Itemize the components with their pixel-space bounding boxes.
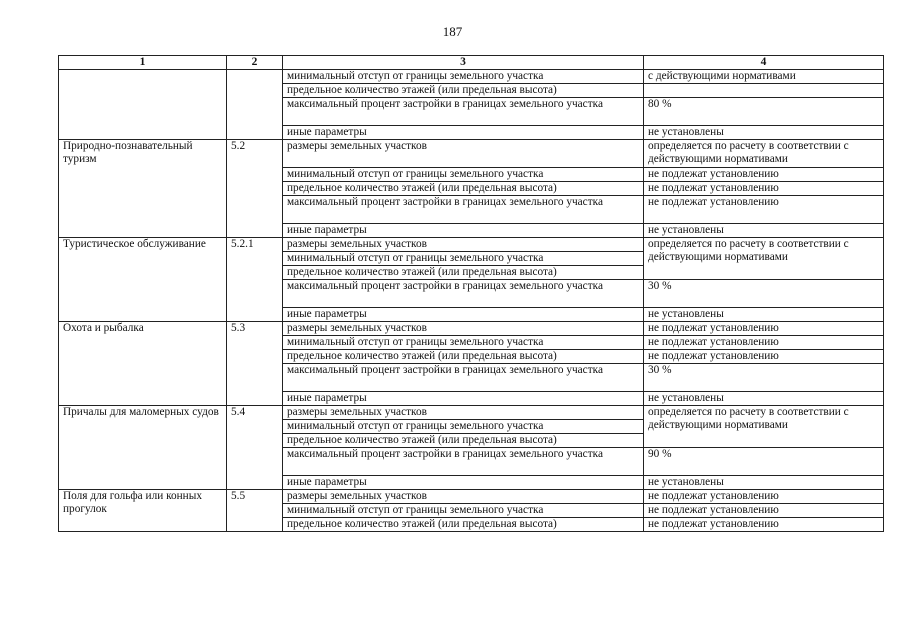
param-sizes: размеры земельных участков bbox=[283, 490, 644, 504]
header-col-1: 1 bbox=[59, 56, 227, 70]
group-code: 5.3 bbox=[227, 322, 283, 406]
value-cell: 30 % bbox=[644, 364, 884, 392]
value-cell: определяется по расчету в соответствии с действующими нормативами bbox=[644, 140, 884, 168]
param-floors: предельное количество этажей (или предельная высота) bbox=[283, 182, 644, 196]
value-cell: не подлежат установлению bbox=[644, 490, 884, 504]
value-cell: определяется по расчету в соответствии с действующими нормативами bbox=[644, 406, 884, 448]
param-floors: предельное количество этажей (или предельная высота) bbox=[283, 350, 644, 364]
table-row bbox=[59, 406, 884, 420]
group-name: Охота и рыбалка bbox=[59, 322, 227, 406]
table-row bbox=[59, 140, 884, 168]
table-row bbox=[59, 238, 884, 252]
param-sizes: размеры земельных участков bbox=[283, 322, 644, 336]
param-floors: предельное количество этажей (или предельная высота) bbox=[283, 266, 644, 280]
group-code bbox=[227, 70, 283, 140]
param-setback: минимальный отступ от границы земельного участка bbox=[283, 420, 644, 434]
group-code: 5.4 bbox=[227, 406, 283, 490]
param-other: иные параметры bbox=[283, 224, 644, 238]
value-cell: не подлежат установлению bbox=[644, 504, 884, 518]
value-cell: не подлежат установлению bbox=[644, 196, 884, 224]
table-row bbox=[59, 70, 884, 84]
value-cell: не установлены bbox=[644, 126, 884, 140]
param-floors: предельное количество этажей (или предельная высота) bbox=[283, 84, 644, 98]
value-cell: не подлежат установлению bbox=[644, 518, 884, 532]
value-cell: 90 % bbox=[644, 448, 884, 476]
param-floors: предельное количество этажей (или предельная высота) bbox=[283, 518, 644, 532]
group-code: 5.2.1 bbox=[227, 238, 283, 322]
page-number: 187 bbox=[442, 24, 463, 39]
value-cell: не установлены bbox=[644, 308, 884, 322]
value-cell: не установлены bbox=[644, 392, 884, 406]
header-row bbox=[59, 56, 884, 70]
land-use-parameters-table bbox=[58, 55, 884, 532]
param-sizes: размеры земельных участков bbox=[283, 406, 644, 420]
param-other: иные параметры bbox=[283, 308, 644, 322]
value-cell: не подлежат установлению bbox=[644, 182, 884, 196]
param-setback: минимальный отступ от границы земельного участка bbox=[283, 504, 644, 518]
param-sizes: размеры земельных участков bbox=[283, 238, 644, 252]
value-cell: не подлежат установлению bbox=[644, 350, 884, 364]
param-setback: минимальный отступ от границы земельного участка bbox=[283, 168, 644, 182]
header-col-2: 2 bbox=[227, 56, 283, 70]
value-cell: не подлежат установлению bbox=[644, 168, 884, 182]
table-row bbox=[59, 322, 884, 336]
param-coverage: максимальный процент застройки в границах земельного участка bbox=[283, 196, 644, 224]
group-name bbox=[59, 70, 227, 140]
value-cell: 30 % bbox=[644, 280, 884, 308]
param-other: иные параметры bbox=[283, 126, 644, 140]
group-name: Поля для гольфа или конных прогулок bbox=[59, 490, 227, 532]
param-setback: минимальный отступ от границы земельного участка bbox=[283, 336, 644, 350]
value-cell: 80 % bbox=[644, 98, 884, 126]
value-cell: с действующими нормативами bbox=[644, 70, 884, 84]
header-col-3: 3 bbox=[283, 56, 644, 70]
header-col-4: 4 bbox=[644, 56, 884, 70]
value-cell: не установлены bbox=[644, 476, 884, 490]
value-cell: определяется по расчету в соответствии с действующими нормативами bbox=[644, 238, 884, 280]
param-floors: предельное количество этажей (или предельная высота) bbox=[283, 434, 644, 448]
param-coverage: максимальный процент застройки в границах земельного участка bbox=[283, 280, 644, 308]
value-cell: не подлежат установлению bbox=[644, 322, 884, 336]
param-setback: минимальный отступ от границы земельного участка bbox=[283, 70, 644, 84]
param-other: иные параметры bbox=[283, 392, 644, 406]
value-cell: не установлены bbox=[644, 224, 884, 238]
group-name: Причалы для маломерных судов bbox=[59, 406, 227, 490]
group-name: Туристическое обслуживание bbox=[59, 238, 227, 322]
param-other: иные параметры bbox=[283, 476, 644, 490]
value-cell: не подлежат установлению bbox=[644, 336, 884, 350]
group-code: 5.2 bbox=[227, 140, 283, 238]
group-name: Природно-познавательный туризм bbox=[59, 140, 227, 238]
table-row bbox=[59, 490, 884, 504]
param-coverage: максимальный процент застройки в границах земельного участка bbox=[283, 98, 644, 126]
value-cell bbox=[644, 84, 884, 98]
param-coverage: максимальный процент застройки в границах земельного участка bbox=[283, 448, 644, 476]
group-code: 5.5 bbox=[227, 490, 283, 532]
param-sizes: размеры земельных участков bbox=[283, 140, 644, 168]
param-setback: минимальный отступ от границы земельного участка bbox=[283, 252, 644, 266]
param-coverage: максимальный процент застройки в границах земельного участка bbox=[283, 364, 644, 392]
